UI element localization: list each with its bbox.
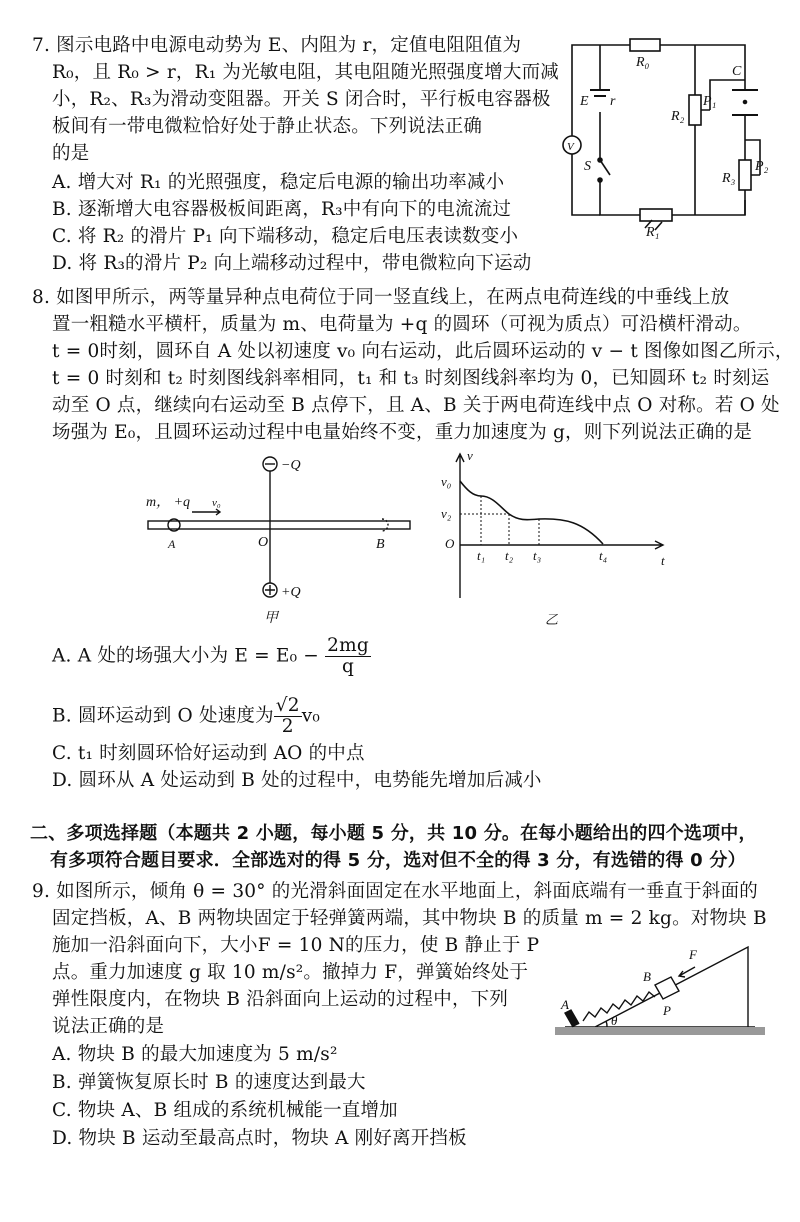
fraction [325, 636, 371, 677]
q8-option-d: D. 圆环从 A 处运动到 B 处的过程中，电势能先增加后减小 [52, 770, 542, 791]
caption-jia: 甲 [264, 611, 278, 626]
tick-t2: t₂ [505, 548, 514, 563]
v0-symbol: v₀ [301, 705, 321, 727]
label-ring: m， +q [146, 495, 191, 510]
q8-stem-line: 场强为 E₀，且圆环运动过程中电量始终不变，重力加速度为 g，则下列说法正确的是 [52, 422, 753, 443]
q8-option-a-text: A. A 处的场强大小为 E = E₀ − [52, 645, 320, 667]
axis-t-label: t [661, 553, 665, 568]
label-a: A [168, 537, 176, 551]
label-f: F [689, 947, 697, 962]
q7-option-a: A. 增大对 R₁ 的光照强度，稳定后电源的输出功率减小 [52, 172, 505, 193]
q9-stem-line: 弹性限度内，在物块 B 沿斜面向上运动的过程中，下列 [52, 989, 509, 1010]
label-r1: R₁ [646, 225, 660, 240]
q8-stem-line: 8. 如图甲所示，两等量异种点电荷位于同一竖直线上，在两点电荷连线的中垂线上放 [32, 287, 730, 308]
label-e: E [580, 94, 589, 109]
q9-stem-line: 固定挡板，A、B 两物块固定于轻弹簧两端，其中物块 B 的质量 m = 2 kg。对物块 B [52, 908, 767, 929]
q9-option-c: C. 物块 A、B 组成的系统机械能一直增加 [52, 1100, 398, 1121]
numerator: √2 [275, 695, 300, 716]
label-v0: v₀ [212, 497, 221, 509]
label-r2: R₂ [671, 109, 685, 124]
q7-option-d: D. 将 R₃的滑片 P₂ 向上端移动过程中，带电微粒向下运动 [52, 253, 532, 274]
label-v0: v₀ [441, 474, 452, 489]
q9-stem-line: 说法正确的是 [52, 1016, 165, 1037]
q9-stem-line: 施加一沿斜面向下，大小F = 10 N的压力，使 B 静止于 P [52, 935, 540, 956]
q9-incline-figure [555, 945, 780, 1040]
label-p2: P₂ [755, 159, 769, 174]
caption-yi: 乙 [545, 612, 559, 627]
q8-stem-line: 动至 O 点，继续向右运动至 B 点停下，且 A、B 关于两电荷连线中点 O 对称。若 O 处 [52, 395, 780, 416]
label-c: C [732, 64, 742, 79]
q8-option-a [52, 636, 371, 677]
q7-stem-line: 7. 图示电路中电源电动势为 E、内阻为 r，定值电阻阻值为 [32, 35, 522, 56]
q8-option-b [52, 696, 320, 737]
fraction [274, 696, 302, 737]
label-p1: P₁ [703, 94, 717, 109]
q7-option-c: C. 将 R₂ 的滑片 P₁ 向下端移动，稳定后电压表读数变小 [52, 226, 519, 247]
origin-label: O [445, 536, 455, 551]
q7-circuit-diagram [560, 10, 790, 240]
label-r0: R₀ [636, 55, 650, 70]
q9-option-d: D. 物块 B 运动至最高点时，物块 A 刚好离开挡板 [52, 1128, 467, 1149]
q8-figure-a [140, 450, 440, 630]
q7-stem-line: 板间有一带电微粒恰好处于静止状态。下列说法正确 [52, 116, 483, 137]
denominator: 2 [281, 716, 294, 737]
q8-stem-line: t = 0时刻，圆环自 A 处以初速度 v₀ 向右运动，此后圆环运动的 v − t 图像如图乙所示， [52, 341, 794, 362]
label-pos-q: +Q [281, 585, 301, 600]
label-p: P [663, 1003, 671, 1018]
label-b: B [376, 537, 385, 552]
tick-t4: t₄ [599, 548, 608, 563]
q9-option-b: B. 弹簧恢复原长时 B 的速度达到最大 [52, 1072, 366, 1093]
denominator: q [341, 656, 355, 677]
q9-stem-line: 9. 如图所示，倾角 θ = 30° 的光滑斜面固定在水平地面上，斜面底端有一垂直于斜面的 [32, 881, 758, 902]
axis-v-label: v [467, 448, 473, 463]
label-v2: v₂ [441, 506, 452, 521]
tick-t1: t₁ [477, 548, 486, 563]
label-b: B [643, 969, 651, 984]
label-o: O [258, 535, 269, 550]
q8-vt-graph [435, 448, 675, 628]
q8-stem-line: t = 0 时刻和 t₂ 时刻图线斜率相同，t₁ 和 t₃ 时刻图线斜率均为 0，已知圆环 t₂ 时刻运 [52, 368, 770, 389]
section-heading: 二、多项选择题（本题共 2 小题，每小题 5 分，共 10 分。在每小题给出的四个选项中， [30, 823, 757, 844]
section-heading-cont: 有多项符合题目要求．全部选对的得 5 分，选对但不全的得 3 分，有选错的得 0 分） [50, 850, 746, 871]
label-s: S [584, 159, 591, 174]
q8-option-c: C. t₁ 时刻圆环恰好运动到 AO 的中点 [52, 743, 365, 764]
q7-stem-line: 小，R₂、R₃为滑动变阻器。开关 S 闭合时，平行板电容器极 [52, 89, 551, 110]
q8-stem-line: 置一粗糙水平横杆，质量为 m、电荷量为 +q 的圆环（可视为质点）可沿横杆滑动。 [52, 314, 752, 335]
q9-option-a: A. 物块 B 的最大加速度为 5 m/s² [52, 1044, 338, 1065]
q8-option-b-text: B. 圆环运动到 O 处速度为 [52, 705, 274, 727]
numerator: 2mg [327, 635, 369, 656]
q7-option-b: B. 逐渐增大电容器极板间距离，R₃中有向下的电流流过 [52, 199, 512, 220]
label-neg-q: −Q [281, 458, 301, 473]
label-a: A [561, 997, 569, 1012]
tick-t3: t₃ [533, 548, 542, 563]
label-theta: θ [611, 1013, 618, 1028]
voltmeter-icon: V [567, 141, 574, 153]
q7-stem-line: 的是 [52, 143, 90, 164]
label-r3: R₃ [722, 171, 736, 186]
q7-stem-line: R₀，且 R₀ > r，R₁ 为光敏电阻，其电阻随光照强度增大而减 [52, 62, 560, 83]
q9-stem-line: 点。重力加速度 g 取 10 m/s²。撤掉力 F，弹簧始终处于 [52, 962, 529, 983]
label-r: r [610, 94, 616, 109]
